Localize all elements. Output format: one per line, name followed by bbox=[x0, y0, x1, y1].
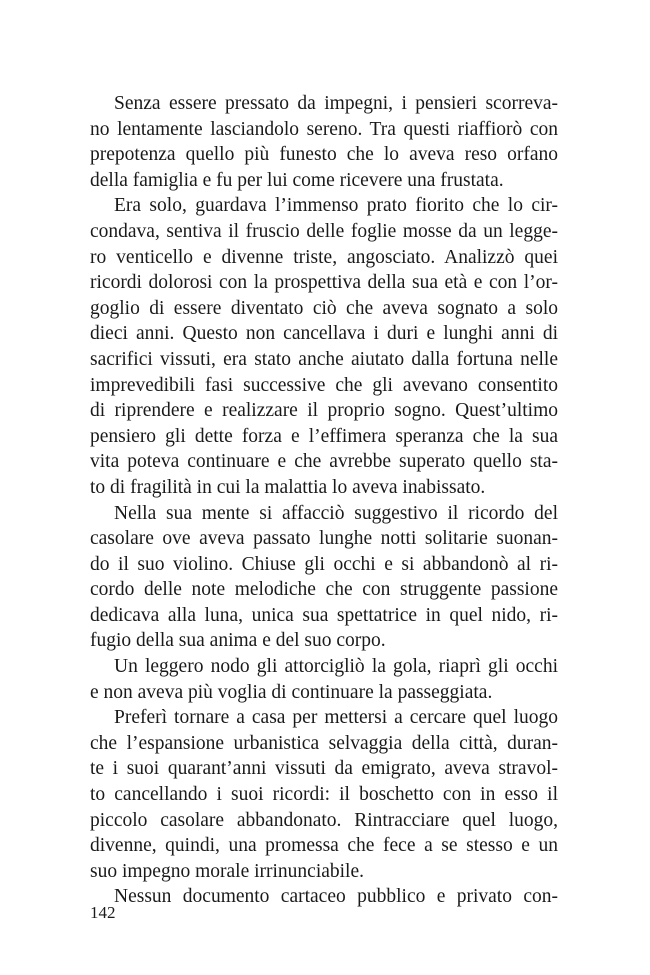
text-line: Preferì tornare a casa per mettersi a cercare quel luogo bbox=[114, 707, 558, 729]
text-line: no lentamente lasciandolo sereno. Tra questi riaffiorò con bbox=[90, 118, 558, 140]
text-line: dieci anni. Questo non cancellava i duri e lunghi anni di bbox=[90, 323, 558, 345]
text-line: dedicava alla luna, unica sua spettatrice in quel nido, ri- bbox=[90, 604, 558, 626]
text-line: fugio della sua anima e del suo corpo. bbox=[90, 630, 386, 652]
text-line: della famiglia e fu per lui come ricevere una frustata. bbox=[90, 169, 504, 191]
text-line: casolare ove aveva passato lunghe notti solitarie suonan- bbox=[90, 528, 558, 550]
text-line: te i suoi quarant’anni vissuti da emigrato, aveva stravol- bbox=[90, 758, 558, 780]
text-line: pensiero gli dette forza e l’effimera speranza che la sua bbox=[90, 425, 558, 447]
text-line: cordo delle note melodiche che con struggente passione bbox=[90, 579, 558, 601]
text-line: ricordi dolorosi con la prospettiva della sua età e con l’or- bbox=[90, 272, 558, 294]
body-text bbox=[90, 91, 558, 910]
text-line: suo impegno morale irrinunciabile. bbox=[90, 860, 365, 882]
text-line: e non aveva più voglia di continuare la passeggiata. bbox=[90, 681, 493, 703]
text-line: to di fragilità in cui la malattia lo aveva inabissato. bbox=[90, 476, 486, 498]
text-line: Un leggero nodo gli attorcigliò la gola, riaprì gli occhi bbox=[114, 656, 558, 678]
text-line: divenne, quindi, una promessa che fece a se stesso e un bbox=[90, 835, 558, 857]
text-line: vita poteva continuare e che avrebbe superato quello sta- bbox=[90, 451, 558, 473]
text-line: Era solo, guardava l’immenso prato fiorito che lo cir- bbox=[114, 195, 558, 217]
text-line: Senza essere pressato da impegni, i pensieri scorreva- bbox=[114, 93, 558, 114]
page-number: 142 bbox=[90, 903, 116, 922]
text-line: ro venticello e divenne triste, angosciato. Analizzò quei bbox=[90, 246, 558, 268]
text-line: condava, sentiva il fruscio delle foglie mosse da un legge- bbox=[90, 220, 558, 242]
text-line: piccolo casolare abbandonato. Rintracciare quel luogo, bbox=[90, 809, 558, 831]
text-line: prepotenza quello più funesto che lo aveva reso orfano bbox=[90, 144, 558, 166]
text-line: che l’espansione urbanistica selvaggia della città, duran- bbox=[90, 732, 558, 754]
text-line: do il suo violino. Chiuse gli occhi e si abbandonò al ri- bbox=[90, 553, 558, 575]
text-line: di riprendere e realizzare il proprio sogno. Quest’ultimo bbox=[90, 400, 558, 422]
text-line: goglio di essere diventato ciò che aveva sognato a solo bbox=[90, 297, 558, 319]
text-line: imprevedibili fasi successive che gli avevano consentito bbox=[90, 374, 558, 396]
text-line: Nessun documento cartaceo pubblico e privato con- bbox=[114, 886, 558, 908]
text-line: sacrifici vissuti, era stato anche aiutato dalla fortuna nelle bbox=[90, 348, 558, 370]
text-line: to cancellando i suoi ricordi: il boschetto con in esso il bbox=[90, 784, 558, 806]
text-line: Nella sua mente si affacciò suggestivo il ricordo del bbox=[114, 502, 558, 524]
